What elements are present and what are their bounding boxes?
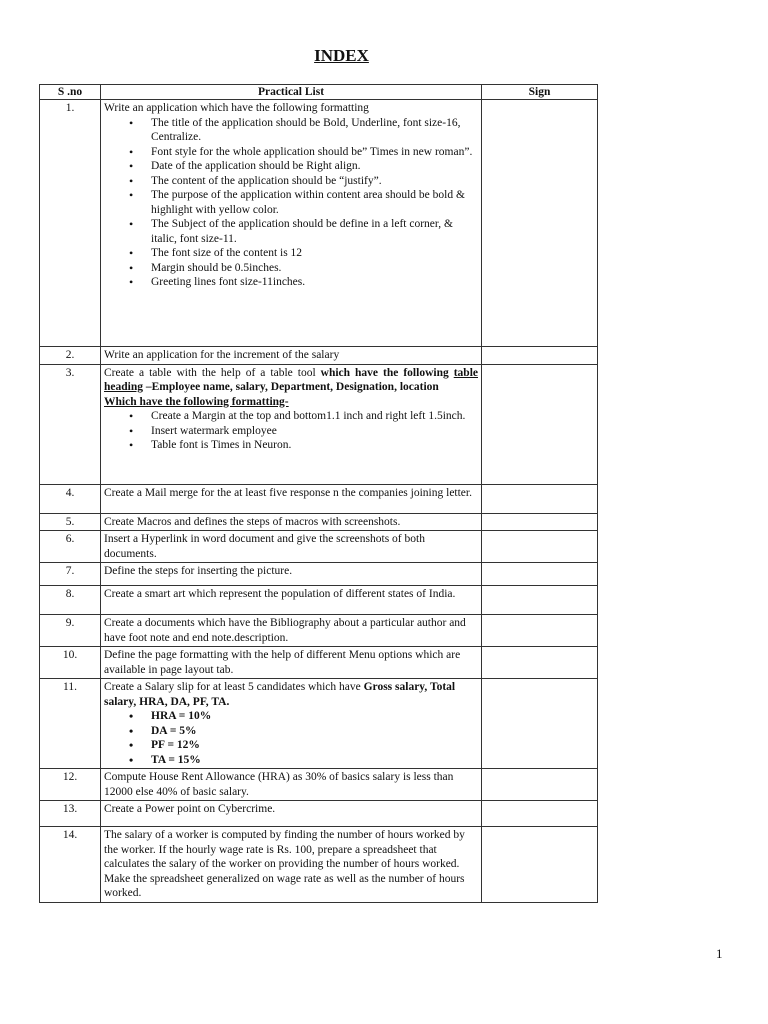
sign-cell xyxy=(482,827,598,903)
table-row xyxy=(40,586,598,615)
bullet-list xyxy=(104,116,478,290)
table-row xyxy=(40,615,598,647)
list-item: • Greeting lines font size-11inches. xyxy=(151,275,478,290)
list-item: • The title of the application should be Bold, Underline, font size-16, Centralize. xyxy=(151,116,478,145)
row-description: The salary of a worker is computed by finding the number of hours worked by the worker. If the hourly wage rate is Rs. 100, prepare a spreadsheet that calculates the salary of the worker on providing the number of hours worked. Make the spreadsheet generalized on wage rate as well as the number of hours worked. xyxy=(101,827,482,903)
sign-cell xyxy=(482,563,598,586)
table-row xyxy=(40,801,598,827)
formatting-heading: Which have the following formatting- xyxy=(104,395,289,408)
list-item: • The Subject of the application should be define in a left corner, & italic, font size-11. xyxy=(151,217,478,246)
list-item: • Date of the application should be Right align. xyxy=(151,159,478,174)
text-segment-bold: –Employee name, salary, Department, Designation, location xyxy=(143,381,439,393)
list-item: • Create a Margin at the top and bottom1.1 inch and right left 1.5inch. xyxy=(151,409,478,424)
table-row xyxy=(40,563,598,586)
list-item: • The purpose of the application within content area should be bold & highlight with yellow color. xyxy=(151,188,478,217)
sign-cell xyxy=(482,801,598,827)
row-intro xyxy=(104,366,478,395)
table-row xyxy=(40,484,598,513)
table-row xyxy=(40,679,598,769)
header-sno: S .no xyxy=(40,85,101,100)
row-description: Write an application for the increment of the salary xyxy=(101,347,482,365)
sign-cell xyxy=(482,364,598,484)
index-table xyxy=(39,84,598,903)
row-intro xyxy=(104,680,478,709)
row-description: Define the steps for inserting the picture. xyxy=(101,563,482,586)
row-number: 6. xyxy=(40,531,101,563)
row-description: Compute House Rent Allowance (HRA) as 30% of basics salary is less than 12000 else 40% of basic salary. xyxy=(101,769,482,801)
text-segment-bold: Gross salary, Total salary, HRA, DA, PF, TA. xyxy=(104,681,456,708)
sign-cell xyxy=(482,679,598,769)
table-row xyxy=(40,531,598,563)
page-number: 1 xyxy=(716,946,723,961)
sign-cell xyxy=(482,586,598,615)
list-item: • Insert watermark employee xyxy=(151,424,478,439)
row-description xyxy=(101,100,482,347)
sign-cell xyxy=(482,531,598,563)
table-row xyxy=(40,647,598,679)
row-description xyxy=(101,364,482,484)
list-item: • The font size of the content is 12 xyxy=(151,246,478,261)
row-number: 9. xyxy=(40,615,101,647)
row-number: 7. xyxy=(40,563,101,586)
text-segment-bold-underline: table heading xyxy=(104,366,478,393)
list-item: • PF = 12% xyxy=(151,738,478,753)
row-description: Define the page formatting with the help of different Menu options which are available in page layout tab. xyxy=(101,647,482,679)
row-number: 2. xyxy=(40,347,101,365)
sign-cell xyxy=(482,347,598,365)
row-number: 14. xyxy=(40,827,101,903)
row-description: Create a Mail merge for the at least five response n the companies joining letter. xyxy=(101,484,482,513)
text-segment: Create a table with the help of a table tool xyxy=(104,366,321,379)
row-number: 8. xyxy=(40,586,101,615)
bullet-list xyxy=(104,409,478,453)
list-item: • HRA = 10% xyxy=(151,709,478,724)
list-item: • The content of the application should be “justify”. xyxy=(151,174,478,189)
table-row xyxy=(40,513,598,531)
row-number: 5. xyxy=(40,513,101,531)
table-row xyxy=(40,100,598,347)
table-row xyxy=(40,769,598,801)
page-title: INDEX xyxy=(314,46,369,65)
header-practical-list: Practical List xyxy=(101,85,482,100)
text-segment-bold: which have the following xyxy=(320,366,449,379)
row-number: 3. xyxy=(40,364,101,484)
sign-cell xyxy=(482,615,598,647)
list-item: • Font style for the whole application should be” Times in new roman”. xyxy=(151,145,478,160)
sign-cell xyxy=(482,769,598,801)
row-description: Create a documents which have the Bibliography about a particular author and have foot note and end note.description. xyxy=(101,615,482,647)
row-description: Create Macros and defines the steps of macros with screenshots. xyxy=(101,513,482,531)
row-number: 13. xyxy=(40,801,101,827)
row-number: 11. xyxy=(40,679,101,769)
table-row xyxy=(40,364,598,484)
table-header-row xyxy=(40,85,598,100)
sign-cell xyxy=(482,100,598,347)
list-item: • Table font is Times in Neuron. xyxy=(151,438,478,453)
row-intro: Write an application which have the following formatting xyxy=(104,102,369,114)
list-item: • TA = 15% xyxy=(151,753,478,768)
table-row xyxy=(40,827,598,903)
table-row xyxy=(40,347,598,365)
row-description: Create a smart art which represent the population of different states of India. xyxy=(101,586,482,615)
row-description: Insert a Hyperlink in word document and give the screenshots of both documents. xyxy=(101,531,482,563)
row-description: Create a Power point on Cybercrime. xyxy=(101,801,482,827)
list-item: • DA = 5% xyxy=(151,724,478,739)
list-item: • Margin should be 0.5inches. xyxy=(151,261,478,276)
row-number: 12. xyxy=(40,769,101,801)
row-number: 10. xyxy=(40,647,101,679)
sign-cell xyxy=(482,513,598,531)
sign-cell xyxy=(482,484,598,513)
row-description xyxy=(101,679,482,769)
row-number: 1. xyxy=(40,100,101,347)
bullet-list xyxy=(104,709,478,767)
row-number: 4. xyxy=(40,484,101,513)
header-sign: Sign xyxy=(482,85,598,100)
text-segment: Create a Salary slip for at least 5 candidates which have xyxy=(104,681,364,693)
sign-cell xyxy=(482,647,598,679)
